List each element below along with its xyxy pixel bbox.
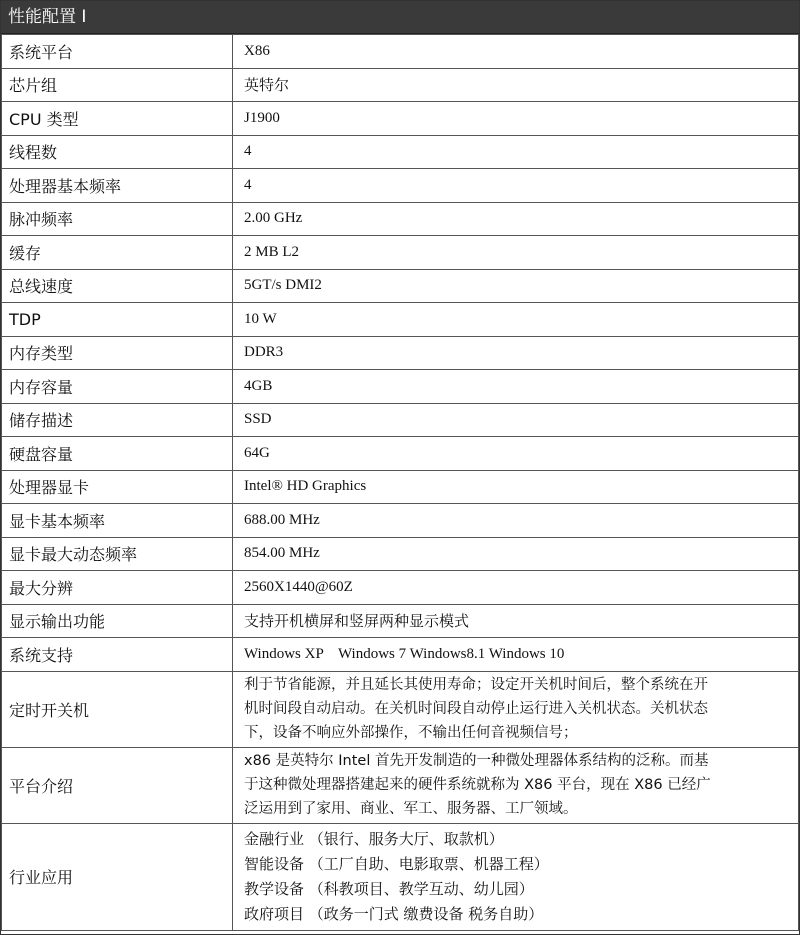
spec-key: 硬盘容量 bbox=[2, 437, 233, 471]
spec-value: 2 MB L2 bbox=[233, 236, 799, 270]
spec-row-cpu-type bbox=[2, 102, 799, 136]
spec-row-tdp bbox=[2, 303, 799, 337]
text-line: 政府项目 （政务一门式 缴费设备 税务自助） bbox=[244, 904, 544, 923]
text-line: 下，设备不响应外部操作，不输出任何音视频信号； bbox=[244, 725, 578, 741]
spec-row-disk-capacity bbox=[2, 437, 799, 471]
spec-row-graphics bbox=[2, 470, 799, 504]
spec-row-cache bbox=[2, 236, 799, 270]
spec-row-threads bbox=[2, 135, 799, 169]
spec-key: 处理器显卡 bbox=[2, 470, 233, 504]
spec-value: 4 bbox=[233, 135, 799, 169]
spec-row-timer-power bbox=[2, 671, 799, 747]
spec-row-industry bbox=[2, 823, 799, 930]
spec-row-max-resolution bbox=[2, 571, 799, 605]
text-line: 金融行业 （银行、服务大厅、取款机） bbox=[244, 829, 504, 848]
spec-value: 10 W bbox=[233, 303, 799, 337]
spec-key: TDP bbox=[2, 303, 233, 337]
spec-key: 储存描述 bbox=[2, 403, 233, 437]
text-line: 智能设备 （工厂自助、电影取票、机器工程） bbox=[244, 854, 549, 873]
spec-row-memory-type bbox=[2, 336, 799, 370]
spec-key: 缓存 bbox=[2, 236, 233, 270]
spec-value-multiline bbox=[233, 823, 799, 930]
text-line: 于这种微处理器搭建起来的硬件系统就称为 X86 平台，现在 X86 已经广 bbox=[244, 777, 711, 793]
spec-value: X86 bbox=[233, 35, 799, 69]
spec-value: J1900 bbox=[233, 102, 799, 136]
spec-value: 2.00 GHz bbox=[233, 202, 799, 236]
spec-value: 4GB bbox=[233, 370, 799, 404]
section-header: 性能配置 I bbox=[1, 1, 799, 34]
spec-value: Intel® HD Graphics bbox=[233, 470, 799, 504]
spec-key: 线程数 bbox=[2, 135, 233, 169]
spec-value: 支持开机横屏和竖屏两种显示模式 bbox=[233, 604, 799, 638]
spec-key: 芯片组 bbox=[2, 68, 233, 102]
spec-value: SSD bbox=[233, 403, 799, 437]
spec-key: CPU 类型 bbox=[2, 102, 233, 136]
spec-value-multiline bbox=[233, 671, 799, 747]
spec-value: Windows XP Windows 7 Windows8.1 Windows 10 bbox=[233, 638, 799, 672]
spec-key: 显示输出功能 bbox=[2, 604, 233, 638]
spec-key: 内存容量 bbox=[2, 370, 233, 404]
spec-value: DDR3 bbox=[233, 336, 799, 370]
spec-key: 平台介绍 bbox=[2, 747, 233, 823]
spec-row-gpu-base-frequency bbox=[2, 504, 799, 538]
spec-row-os-support bbox=[2, 638, 799, 672]
spec-value-multiline bbox=[233, 747, 799, 823]
spec-key: 处理器基本频率 bbox=[2, 169, 233, 203]
text-line: 教学设备 （科教项目、教学互动、幼儿园） bbox=[244, 879, 534, 898]
text-line: x86 是英特尔 Intel 首先开发制造的一种微处理器体系结构的泛称。而基 bbox=[244, 753, 709, 769]
spec-value: 4 bbox=[233, 169, 799, 203]
text-line: 利于节省能源，并且延长其使用寿命；设定开关机时间后，整个系统在开 bbox=[244, 677, 708, 693]
spec-key: 显卡最大动态频率 bbox=[2, 537, 233, 571]
spec-key: 定时开关机 bbox=[2, 671, 233, 747]
spec-key: 总线速度 bbox=[2, 269, 233, 303]
spec-value: 64G bbox=[233, 437, 799, 471]
spec-row-storage bbox=[2, 403, 799, 437]
spec-value: 854.00 MHz bbox=[233, 537, 799, 571]
spec-key: 行业应用 bbox=[2, 823, 233, 930]
spec-value: 5GT/s DMI2 bbox=[233, 269, 799, 303]
spec-row-memory-capacity bbox=[2, 370, 799, 404]
spec-key: 内存类型 bbox=[2, 336, 233, 370]
text-line: 泛运用到了家用、商业、军工、服务器、工厂领域。 bbox=[244, 801, 578, 817]
spec-table bbox=[1, 34, 799, 931]
spec-key: 最大分辨 bbox=[2, 571, 233, 605]
spec-key: 显卡基本频率 bbox=[2, 504, 233, 538]
spec-value: 英特尔 bbox=[233, 68, 799, 102]
spec-row-base-frequency bbox=[2, 169, 799, 203]
spec-row-system-platform bbox=[2, 35, 799, 69]
spec-value: 688.00 MHz bbox=[233, 504, 799, 538]
spec-key: 脉冲频率 bbox=[2, 202, 233, 236]
spec-row-bus-speed bbox=[2, 269, 799, 303]
spec-row-burst-frequency bbox=[2, 202, 799, 236]
spec-value: 2560X1440@60Z bbox=[233, 571, 799, 605]
spec-row-display-output bbox=[2, 604, 799, 638]
text-line: 机时间段自动启动。在关机时间段自动停止运行进入关机状态。关机状态 bbox=[244, 701, 708, 717]
spec-key: 系统平台 bbox=[2, 35, 233, 69]
spec-row-platform-intro bbox=[2, 747, 799, 823]
spec-row-gpu-max-frequency bbox=[2, 537, 799, 571]
spec-key: 系统支持 bbox=[2, 638, 233, 672]
spec-row-chipset bbox=[2, 68, 799, 102]
